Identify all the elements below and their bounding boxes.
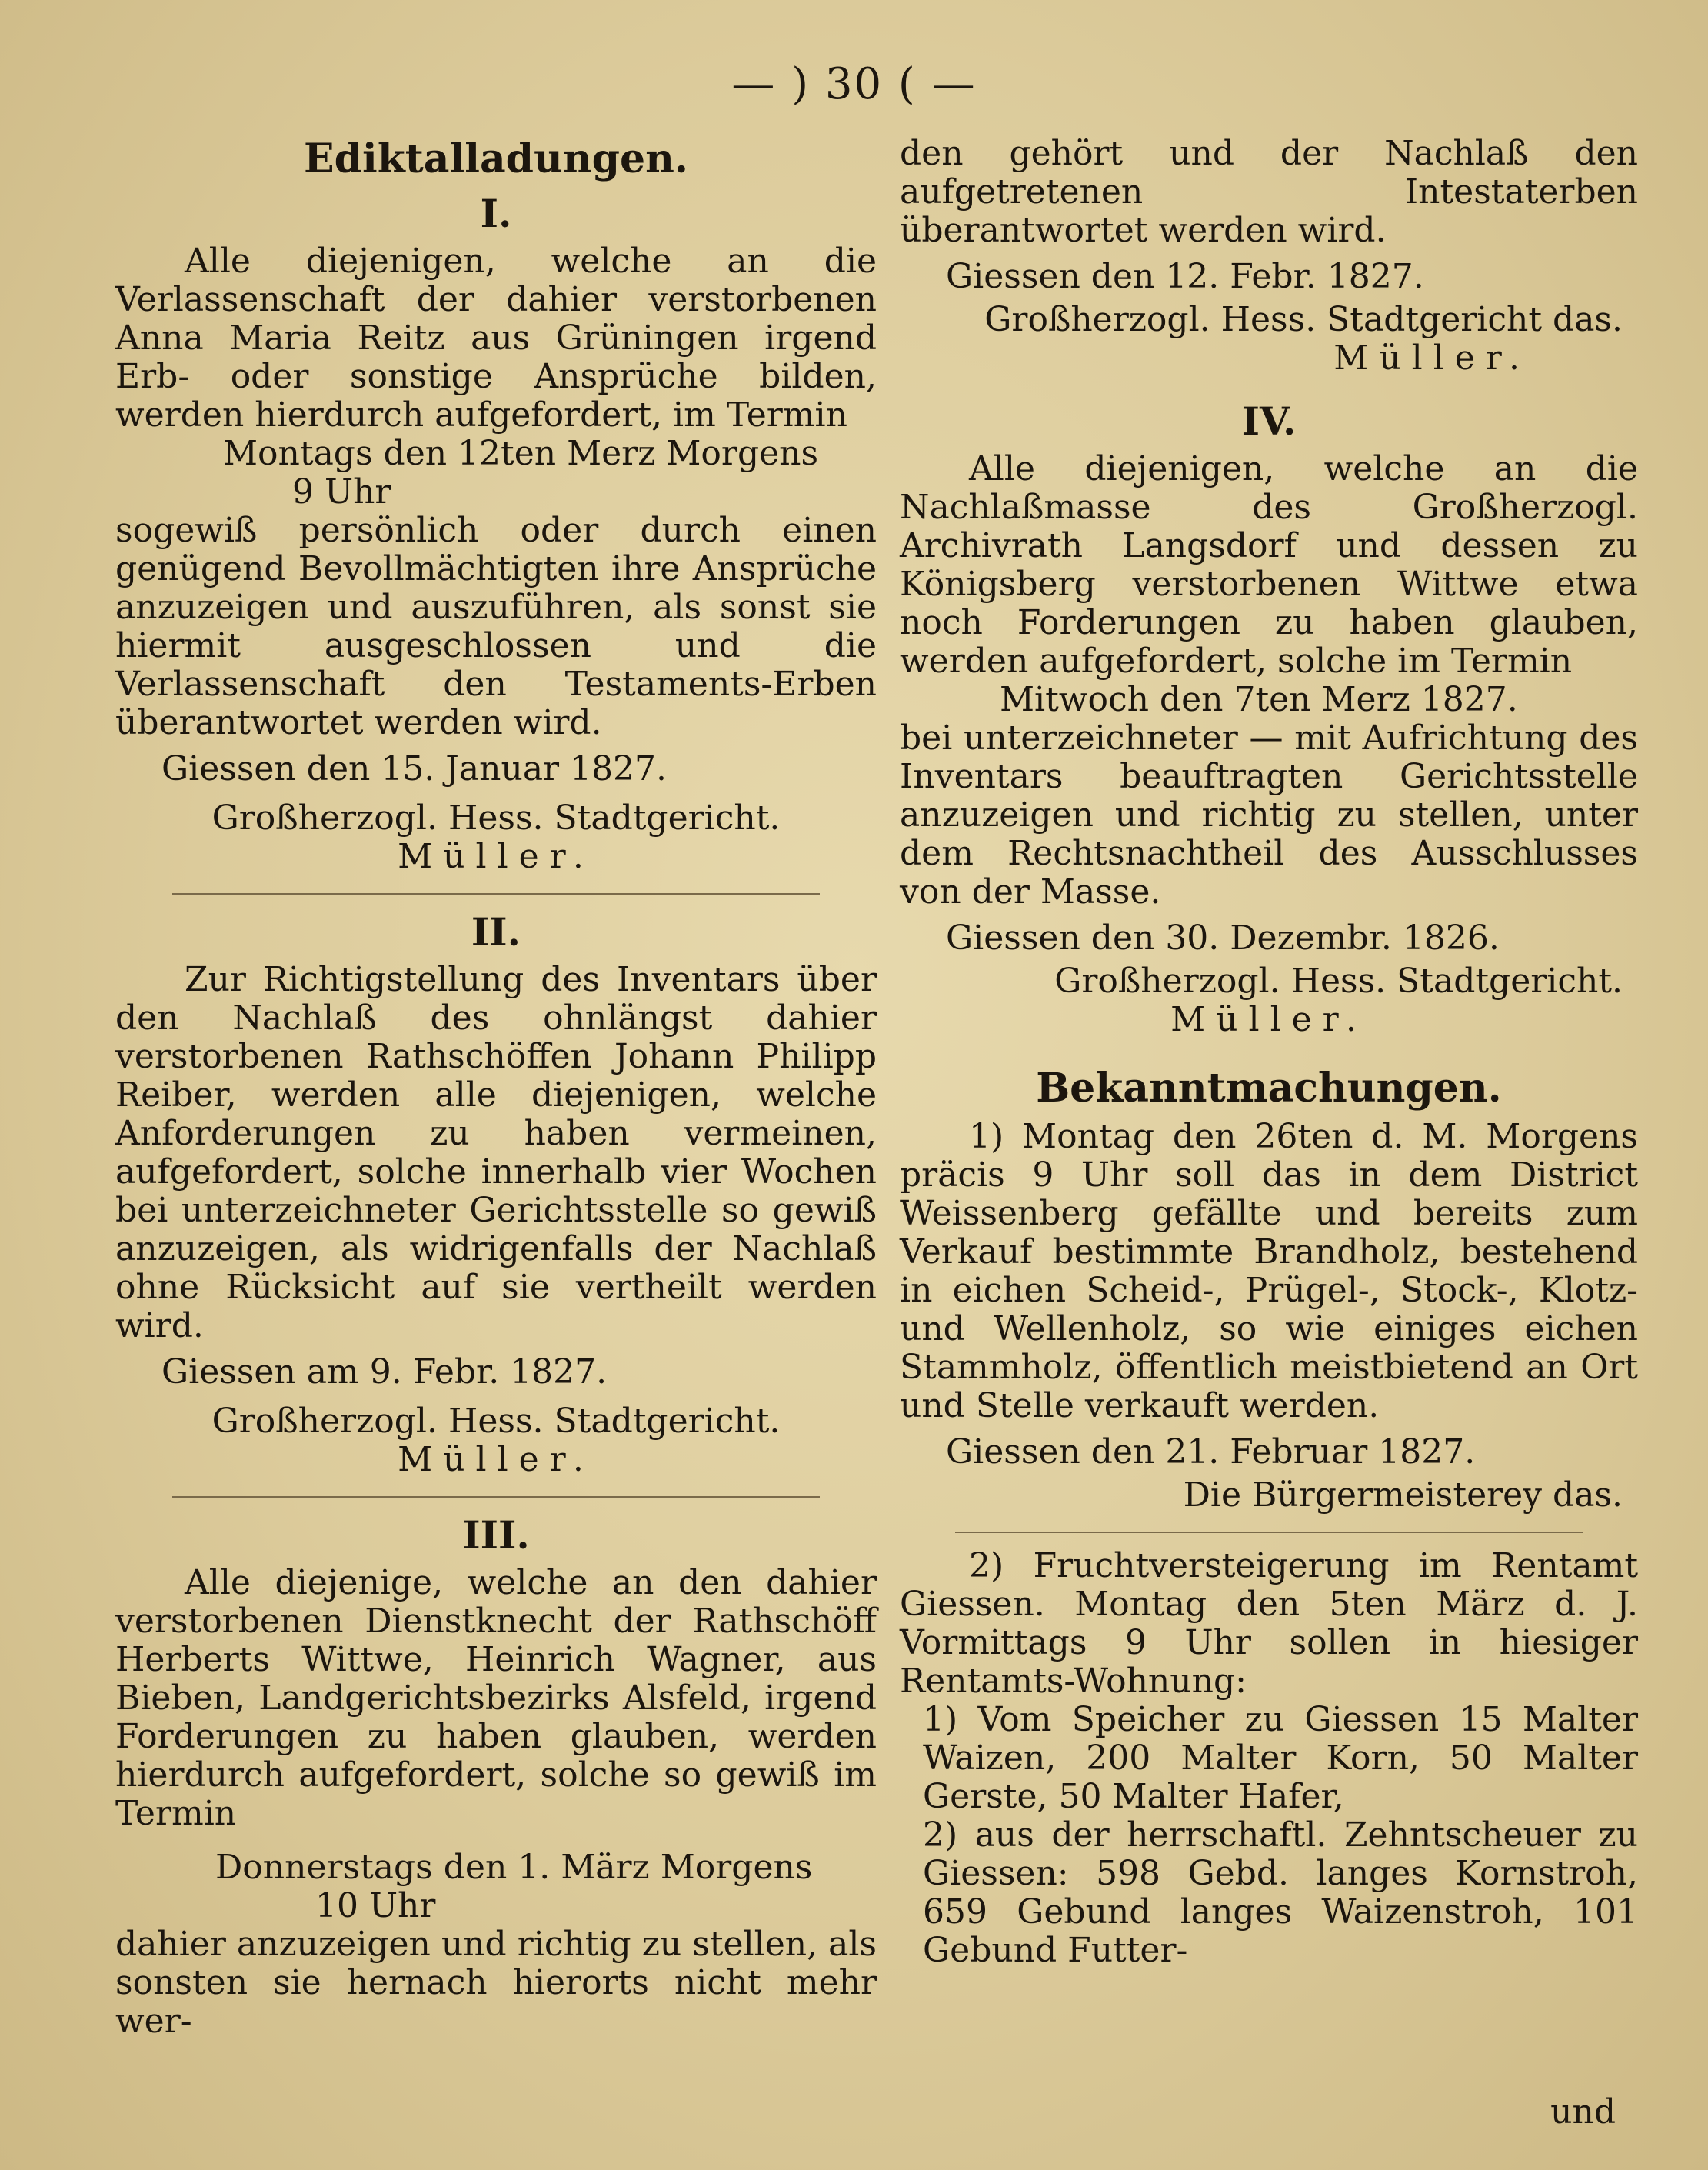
notice-4-signer: Müller. <box>1170 1000 1367 1039</box>
notice-3-term-date: Donnerstags den 1. März Morgens <box>215 1848 813 1887</box>
announcement-1-text: 1) Montag den 26ten d. M. Morgens präcis 9 Uhr soll das in dem District Weissenberg gefällte und bereits zum Verkauf bestimmte Brandholz, bestehend in eichen Scheid-, Prügel-, Stock-, Klotz- und Wellenholz, so wie einiges eichen Stammholz, öffentlich meistbietend an Ort und Stelle verkauft werden. <box>900 1117 1638 1425</box>
notice-1-signer: Müller. <box>398 837 594 876</box>
notice-2-court: Großherzogl. Hess. Stadtgericht. <box>211 1402 781 1441</box>
notice-2-date: Giessen am 9. Febr. 1827. <box>161 1352 608 1392</box>
announcement-2-text: 2) Fruchtversteigerung im Rentamt Giessen. Montag den 5ten März d. J. Vormittags 9 Uhr sollen in hiesiger Rentamts-Wohnung: <box>900 1546 1638 1701</box>
notice-2-text: Zur Richtigstellung des Inventars über den Nachlaß des ohnlängst dahier verstorbenen Rathschöffen Johann Philipp Reiber, werden alle diejenigen, welche Anforderungen zu haben vermeinen, aufgefordert, solche innerhalb vier Wochen bei unterzeichneter Gerichtsstelle so gewiß anzuzeigen, als widrigenfalls der Nachlaß ohne Rücksicht auf sie vertheilt werden wird. <box>115 960 877 1345</box>
notice-1-court: Großherzogl. Hess. Stadtgericht. <box>211 798 781 838</box>
announcement-2-item-1: 1) Vom Speicher zu Giessen 15 Malter Waizen, 200 Malter Korn, 50 Malter Gerste, 50 Malter Hafer, <box>923 1700 1638 1816</box>
notice-2-signer: Müller. <box>398 1440 594 1479</box>
notice-numeral-1: I. <box>480 191 512 236</box>
notice-1-term-time: 9 Uhr <box>292 472 391 512</box>
divider <box>955 1532 1583 1533</box>
section-heading-announcements: Bekanntmachungen. <box>1036 1065 1502 1112</box>
notice-numeral-4: IV. <box>1241 398 1297 444</box>
section-heading-edictal-summons: Ediktalladungen. <box>303 135 689 182</box>
notice-4-text: Alle diejenigen, welche an die Nachlaßmasse des Großherzogl. Archivrath Langsdorf und dessen zu Königsberg verstorbenen Wittwe etwa noch Forderungen zu haben glauben, werden aufgefordert, solche im Termin <box>900 449 1638 681</box>
notice-4-court: Großherzogl. Hess. Stadtgericht. <box>1054 962 1623 1001</box>
divider <box>172 893 820 895</box>
notice-3-court: Großherzogl. Hess. Stadtgericht das. <box>984 300 1623 339</box>
notice-3-signer: Müller. <box>1333 338 1530 378</box>
left-column <box>115 135 877 2041</box>
notice-1-text: Alle diejenigen, welche an die Verlassenschaft der dahier verstorbenen Anna Maria Reitz aus Grüningen irgend Erb- oder sonstige Ansprüche bilden, werden hierdurch aufgefordert, im Termin <box>115 242 877 435</box>
catchword: und <box>1550 2092 1616 2132</box>
notice-3-continuation: den gehört und der Nachlaß den aufgetretenen Intestaterben überantwortet werden wird. <box>900 134 1638 250</box>
notice-4-text-continued: bei unterzeichneter — mit Aufrichtung des Inventars beauftragten Gerichtsstelle anzuzeigen und richtig zu stellen, unter dem Rechtsnachtheil des Ausschlusses von der Masse. <box>900 718 1638 912</box>
spacer <box>900 1044 1638 1064</box>
notice-1-date: Giessen den 15. Januar 1827. <box>161 749 668 788</box>
page-number: — ) 30 ( — <box>731 59 977 109</box>
notice-1-term-date: Montags den 12ten Merz Morgens <box>223 434 819 473</box>
announcement-1-signer: Die Bürgermeisterey das. <box>1183 1475 1623 1515</box>
notice-3-date: Giessen den 12. Febr. 1827. <box>946 257 1424 296</box>
divider <box>172 1496 820 1498</box>
notice-numeral-2: II. <box>471 909 521 955</box>
notice-numeral-3: III. <box>462 1512 530 1558</box>
notice-3-term-time: 10 Uhr <box>315 1886 436 1925</box>
announcement-2-item-2: 2) aus der herrschaftl. Zehntscheuer zu Giessen: 598 Gebd. langes Kornstroh, 659 Gebund langes Waizenstroh, 101 Gebund Futter- <box>923 1815 1638 1970</box>
notice-4-date: Giessen den 30. Dezembr. 1826. <box>946 918 1500 958</box>
notice-3-text-continued: dahier anzuzeigen und richtig zu stellen, als sonsten sie hernach hierorts nicht mehr wer- <box>115 1925 877 2041</box>
notice-3-text: Alle diejenige, welche an den dahier verstorbenen Dienstknecht der Rathschöff Herberts Wittwe, Heinrich Wagner, aus Bieben, Landgerichtsbezirks Alsfeld, irgend Forderungen zu haben glauben, werden hierdurch aufgefordert, solche so gewiß im Termin <box>115 1563 877 1833</box>
notice-4-term-date: Mitwoch den 7ten Merz 1827. <box>1000 680 1518 719</box>
announcement-1-date: Giessen den 21. Februar 1827. <box>946 1432 1476 1472</box>
notice-1-text-continued: sogewiß persönlich oder durch einen genügend Bevollmächtigten ihre Ansprüche anzuzeigen und auszuführen, als sonst sie hiermit ausgeschlossen und die Verlassenschaft den Testaments-Erben überantwortet werden wird. <box>115 511 877 742</box>
right-column <box>900 135 1638 1970</box>
